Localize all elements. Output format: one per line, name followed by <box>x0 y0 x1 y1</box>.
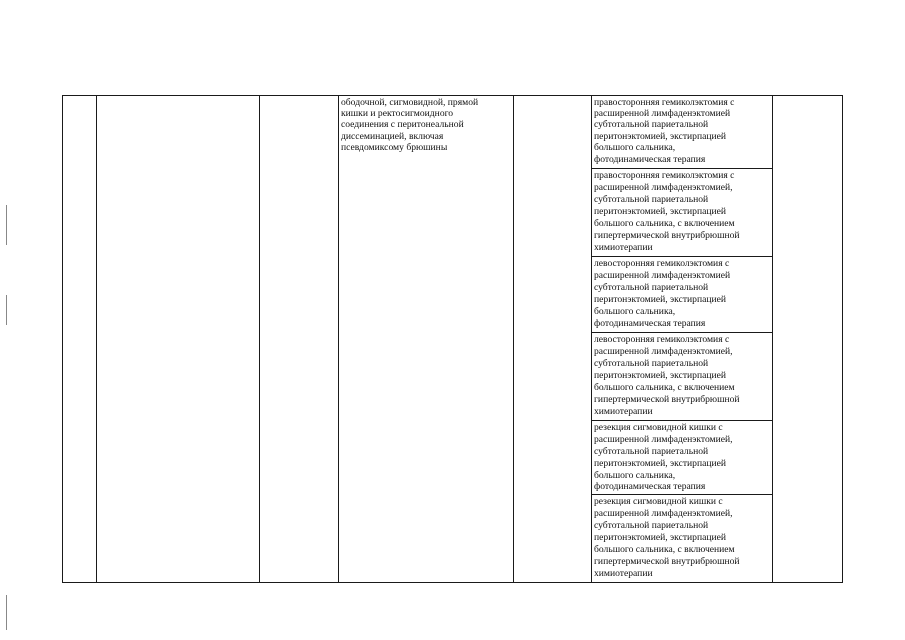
treatment-line: большого сальника, <box>594 142 676 153</box>
treatment-line: расширенной лимфаденэктомией, <box>594 434 733 445</box>
column-divider <box>338 95 339 583</box>
treatment-line: перитонэктомией, экстирпацией <box>594 458 727 469</box>
scan-mark <box>6 595 7 630</box>
treatment-line: субтотальной париетальной <box>594 282 709 293</box>
column-divider <box>259 95 260 583</box>
treatment-line: большого сальника, с включением <box>594 544 735 555</box>
table-top-border <box>62 95 842 96</box>
column-divider <box>513 95 514 583</box>
diagnosis-line: псевдомиксому брюшины <box>341 142 448 153</box>
treatment-line: большого сальника, <box>594 470 676 481</box>
treatment-line: фотодинамическая терапия <box>594 154 706 165</box>
treatment-line: перитонэктомией, экстирпацией <box>594 206 727 217</box>
treatment-line: резекция сигмовидной кишки с <box>594 496 723 507</box>
treatment-line: перитонэктомией, экстирпацией <box>594 131 727 142</box>
treatment-line: большого сальника, <box>594 306 676 317</box>
treatment-line: правосторонняя гемиколэктомия с <box>594 97 735 108</box>
treatment-line: перитонэктомией, экстирпацией <box>594 370 727 381</box>
treatment-line: большого сальника, с включением <box>594 382 735 393</box>
row-divider <box>591 168 773 169</box>
treatment-line: субтотальной париетальной <box>594 119 709 130</box>
treatment-line: большого сальника, с включением <box>594 218 735 229</box>
row-divider <box>591 332 773 333</box>
table-bottom-border <box>62 582 842 583</box>
scan-mark <box>6 205 7 245</box>
row-divider <box>591 494 773 495</box>
row-divider <box>591 256 773 257</box>
diagnosis-line: ободочной, сигмовидной, прямой <box>341 97 479 108</box>
treatment-line: расширенной лимфаденэктомией, <box>594 182 733 193</box>
treatment-line: фотодинамическая терапия <box>594 318 706 329</box>
scan-mark <box>6 295 7 325</box>
treatment-line: химиотерапии <box>594 406 653 417</box>
treatment-line: химиотерапии <box>594 242 653 253</box>
treatment-line: субтотальной париетальной <box>594 446 709 457</box>
treatment-line: расширенной лимфаденэктомией <box>594 270 731 281</box>
treatment-line: химиотерапии <box>594 568 653 579</box>
treatment-line: расширенной лимфаденэктомией, <box>594 346 733 357</box>
treatment-line: левосторонняя гемиколэктомия с <box>594 258 730 269</box>
treatment-line: субтотальной париетальной <box>594 358 709 369</box>
treatment-line: гипертермической внутрибрюшной <box>594 556 740 567</box>
diagnosis-line: кишки и ректосигмоидного <box>341 108 454 119</box>
column-divider <box>842 95 843 583</box>
treatment-line: перитонэктомией, экстирпацией <box>594 294 727 305</box>
treatment-line: расширенной лимфаденэктомией, <box>594 508 733 519</box>
column-divider <box>96 95 97 583</box>
diagnosis-line: соединения с перитонеальной <box>341 119 464 130</box>
treatment-line: перитонэктомией, экстирпацией <box>594 532 727 543</box>
treatment-line: гипертермической внутрибрюшной <box>594 230 740 241</box>
treatment-line: гипертермической внутрибрюшной <box>594 394 740 405</box>
column-divider <box>62 95 63 583</box>
treatment-line: расширенной лимфаденэктомией <box>594 108 731 119</box>
treatment-line: фотодинамическая терапия <box>594 481 706 492</box>
row-divider <box>591 420 773 421</box>
treatment-line: левосторонняя гемиколэктомия с <box>594 334 730 345</box>
treatment-line: субтотальной париетальной <box>594 520 709 531</box>
treatment-line: резекция сигмовидной кишки с <box>594 422 723 433</box>
treatment-line: субтотальной париетальной <box>594 194 709 205</box>
diagnosis-line: диссеминацией, включая <box>341 131 444 142</box>
treatment-line: правосторонняя гемиколэктомия с <box>594 170 735 181</box>
